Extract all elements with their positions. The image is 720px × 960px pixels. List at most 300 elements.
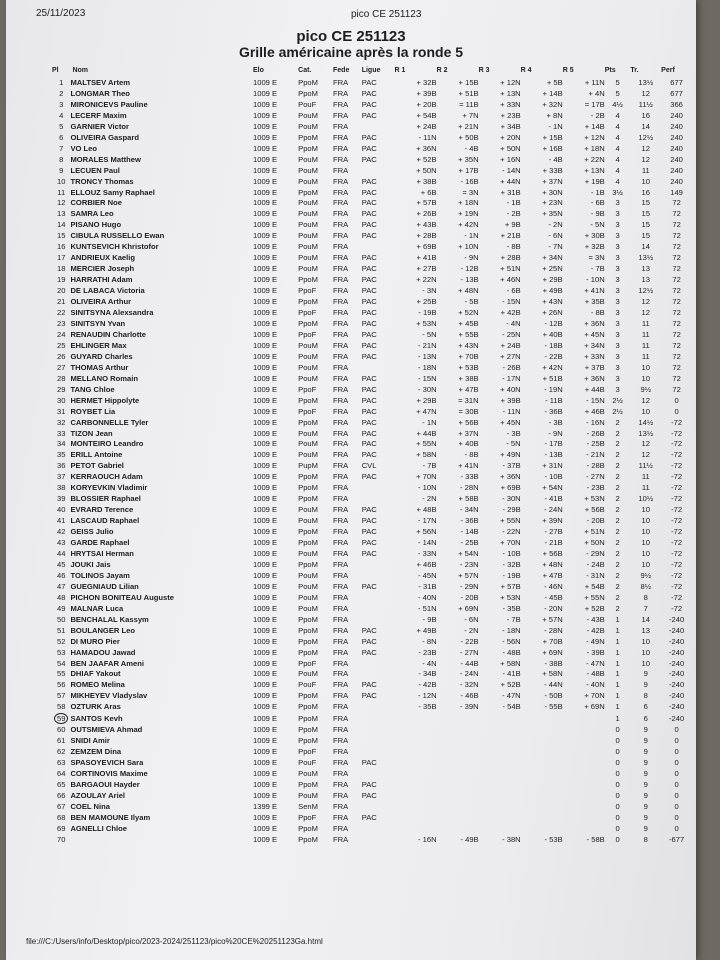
cell-pl: 68 [57, 812, 66, 822]
cell-name: GARDE Raphael [70, 538, 130, 548]
cell-name: BEN JAAFAR Ameni [70, 658, 145, 668]
cell-ligue: PAC [361, 154, 377, 164]
cell-cat: PpoM [298, 132, 318, 142]
cell-name: VO Leo [70, 143, 98, 153]
cell-r4 [521, 725, 563, 736]
table-row [52, 571, 692, 582]
cell-pts: 2 [615, 570, 620, 580]
table-row [52, 648, 692, 659]
cell-name: KORYEVKIN Vladimir [70, 483, 148, 493]
cell-pl: 7 [59, 143, 64, 153]
cell-name: DE LABACA Victoria [70, 286, 145, 296]
cell-r2: + 51B [458, 88, 479, 98]
cell-fede: FRA [333, 165, 349, 175]
cell-fede: FRA [333, 88, 349, 98]
cell-r4: + 35N [542, 209, 563, 219]
cell-tr: 10 [641, 538, 650, 548]
print-header-title: pico CE 251123 [351, 9, 422, 20]
cell-pts: 2 [615, 483, 620, 493]
cell-fede: FRA [333, 548, 349, 558]
cell-tr: 16 [641, 110, 650, 120]
cell-pl: 4 [59, 110, 64, 120]
cell-r5: + 13N [584, 165, 605, 175]
col-header-elo: Elo [253, 66, 264, 74]
cell-r3: - 48B [502, 647, 521, 657]
cell-pl: 52 [57, 636, 66, 646]
table-row [52, 560, 692, 571]
cell-r5: - 2B [590, 110, 605, 120]
cell-fede: FRA [333, 78, 349, 87]
cell-r4: - 46N [544, 581, 563, 591]
cell-pts: 3 [615, 329, 620, 339]
cell-r5: + 33N [584, 351, 605, 361]
cell-name: SINITSYNA Alexsandra [70, 308, 154, 318]
cell-name: DI MURO Pier [70, 636, 120, 646]
cell-r3: + 46N [500, 275, 521, 285]
cell-r3: + 27N [500, 351, 521, 361]
cell-tr: 13 [641, 275, 650, 285]
cell-cat: PpoM [298, 538, 318, 548]
cell-ligue: PAC [361, 198, 377, 208]
cell-pl: 15 [57, 231, 66, 241]
cell-fede: FRA [333, 505, 349, 515]
cell-perf: -72 [671, 494, 683, 504]
cell-pl: 47 [57, 581, 66, 591]
cell-r3: - 4N [506, 318, 521, 328]
cell-fede: FRA [333, 132, 349, 142]
table-row [52, 725, 692, 736]
cell-elo: 1009 E [253, 406, 278, 416]
cell-r3: + 53N [500, 592, 521, 602]
cell-r2: + 53B [458, 362, 479, 372]
cell-r3: + 45N [500, 417, 521, 427]
cell-r5: - 43B [586, 614, 605, 624]
cell-cat: PpoM [298, 143, 318, 153]
cell-tr: 15 [641, 209, 650, 219]
cell-r3: + 12N [500, 78, 521, 87]
table-row [52, 111, 692, 122]
cell-ligue [362, 702, 395, 713]
cell-cat: PouM [298, 570, 318, 580]
cell-cat: PpoM [298, 823, 318, 833]
table-row [52, 516, 692, 527]
table-row [52, 582, 692, 593]
cell-r1: + 69B [416, 242, 437, 252]
cell-fede: FRA [333, 758, 349, 768]
cell-name: PICHON BONITEAU Auguste [70, 592, 174, 602]
cell-tr: 9 [643, 812, 648, 822]
cell-cat: PpoM [298, 318, 318, 328]
cell-perf: 0 [674, 736, 679, 746]
cell-r3: - 26B [502, 362, 521, 372]
cell-name: KUNTSEVICH Khristofor [70, 242, 159, 252]
cell-r2: + 70B [458, 351, 479, 361]
cell-perf: -240 [668, 636, 685, 646]
cell-fede: FRA [333, 231, 349, 241]
cell-r2 [437, 802, 479, 813]
cell-elo: 1009 E [253, 527, 278, 537]
table-row [52, 297, 692, 308]
cell-name: MONTEIRO Leandro [70, 439, 144, 449]
cell-perf: -240 [668, 647, 685, 657]
cell-elo: 1009 E [253, 790, 278, 800]
cell-name: MERCIER Joseph [70, 264, 135, 274]
cell-fede: FRA [333, 176, 349, 186]
cell-r4: + 34N [542, 253, 563, 263]
cell-perf: -240 [668, 625, 685, 635]
table-row [52, 549, 692, 560]
cell-r1: + 27B [416, 264, 437, 274]
cell-r3: - 17N [502, 373, 521, 383]
cell-tr: 9 [643, 758, 648, 768]
cell-name: LECUEN Paul [70, 165, 120, 175]
table-row [52, 155, 692, 166]
cell-r4: + 8N [546, 110, 563, 120]
cell-r3: - 14N [502, 165, 521, 175]
table-row [52, 769, 692, 780]
cell-r5 [563, 725, 605, 736]
table-row [52, 691, 692, 702]
table-row [52, 198, 692, 209]
cell-pl: 3 [59, 99, 64, 109]
cell-cat: PouM [298, 242, 318, 252]
cell-r4: + 69N [542, 647, 563, 657]
cell-r1: - 45N [417, 570, 437, 580]
cell-tr: 9 [643, 725, 648, 735]
cell-pts: 1 [615, 647, 620, 657]
cell-r4: + 49B [542, 286, 563, 296]
cell-fede: FRA [333, 329, 349, 339]
cell-pts: 3 [615, 220, 620, 230]
cell-r4: + 26N [542, 308, 563, 318]
cell-r1: + 49B [416, 625, 437, 635]
cell-r4 [521, 758, 563, 769]
col-header-fede: Fede [333, 66, 350, 74]
cell-fede: FRA [333, 143, 349, 153]
cell-tr: 12 [641, 297, 650, 307]
cell-tr: 12 [641, 88, 650, 98]
cell-name: TRONCY Thomas [70, 176, 134, 186]
table-row [52, 505, 692, 516]
cell-name: TIZON Jean [70, 428, 113, 438]
table-row [52, 264, 692, 275]
cell-perf: 0 [674, 769, 679, 779]
cell-r2: + 38B [458, 373, 479, 383]
cell-r3 [479, 713, 521, 725]
cell-fede: FRA [333, 450, 349, 460]
cell-perf: -72 [671, 461, 683, 471]
cell-elo: 1009 E [253, 121, 278, 131]
cell-elo: 1009 E [253, 143, 278, 153]
col-header-perf: Perf [661, 66, 675, 74]
cell-tr: 9 [643, 680, 648, 690]
cell-r1: - 1N [422, 417, 437, 427]
cell-elo: 1009 E [253, 505, 278, 515]
cell-r5: + 19B [584, 176, 605, 186]
cell-r3: - 29B [502, 505, 521, 515]
cell-r1: - 12N [417, 691, 437, 701]
cell-cat: PpoM [298, 559, 318, 569]
cell-ligue [362, 483, 395, 494]
cell-pts: 3 [615, 275, 620, 285]
cell-perf: -72 [671, 483, 683, 493]
cell-pl: 64 [57, 769, 66, 779]
cell-r5: - 1B [590, 187, 605, 197]
cell-pts: 1 [615, 614, 620, 624]
cell-tr: 9 [643, 823, 648, 833]
cell-fede: FRA [333, 592, 349, 602]
cell-ligue: PAC [361, 373, 377, 383]
cell-ligue: PAC [361, 209, 377, 219]
cell-name: HARRATHI Adam [70, 275, 133, 285]
cell-r2: + 10N [458, 242, 479, 252]
cell-pl: 31 [57, 406, 66, 416]
cell-pl: 55 [57, 669, 66, 679]
cell-elo: 1009 E [253, 581, 278, 591]
cell-r2: + 52N [458, 308, 479, 318]
cell-r2: + 55B [458, 329, 479, 339]
table-row [52, 166, 692, 177]
cell-r4 [521, 802, 563, 813]
cell-pts: 2 [615, 527, 620, 537]
cell-r3: - 22N [502, 527, 521, 537]
cell-pts: 0 [615, 834, 620, 844]
cell-r4: + 37N [542, 176, 563, 186]
cell-r4: + 56B [542, 548, 563, 558]
cell-ligue [362, 725, 395, 736]
cell-tr: 13½ [638, 78, 654, 87]
cell-ligue: PAC [361, 297, 377, 307]
cell-r1: - 16N [417, 834, 437, 844]
cell-r4: + 47B [542, 570, 563, 580]
table-row [52, 824, 692, 835]
cell-r1: + 43B [416, 220, 437, 230]
cell-r1: - 5N [422, 329, 437, 339]
cell-fede: FRA [333, 614, 349, 624]
cell-elo: 1009 E [253, 340, 278, 350]
cell-pl: 61 [57, 736, 66, 746]
cell-pts: 3½ [612, 187, 623, 197]
cell-elo: 1009 E [253, 823, 278, 833]
cell-cat: PouM [298, 769, 318, 779]
cell-tr: 11 [641, 329, 650, 339]
cell-r4: - 27B [544, 527, 563, 537]
cell-fede: FRA [333, 790, 349, 800]
cell-perf: 72 [672, 209, 681, 219]
cell-tr: 10 [641, 516, 650, 526]
cell-r2: = 11B [459, 99, 479, 109]
cell-name: ANDRIEUX Kaelig [70, 253, 136, 263]
cell-cat: PpoM [298, 88, 318, 98]
cell-perf: 240 [670, 132, 683, 142]
cell-perf: 240 [670, 121, 683, 131]
table-row [52, 352, 692, 363]
cell-r2: - 12B [460, 264, 479, 274]
cell-r2: + 40B [458, 439, 479, 449]
cell-pts: 3 [615, 318, 620, 328]
cell-r5 [563, 747, 605, 758]
cell-r5: - 47N [586, 658, 605, 668]
cell-r5: + 37B [584, 362, 605, 372]
cell-r5 [563, 769, 605, 780]
cell-r1: + 53N [416, 318, 437, 328]
cell-elo: 1009 E [253, 691, 278, 701]
cell-r1 [395, 824, 437, 835]
cell-cat: PpoM [298, 417, 318, 427]
cell-elo: 1009 E [253, 308, 278, 318]
cell-r1: - 14N [417, 538, 437, 548]
cell-pts: 2 [615, 581, 620, 591]
cell-ligue [362, 835, 395, 846]
cell-pts: 5 [615, 78, 620, 87]
cell-cat: PpoM [298, 702, 318, 712]
cell-name: OLIVEIRA Arthur [70, 297, 132, 307]
cell-ligue: PAC [361, 187, 377, 197]
cell-name: BEN MAMOUNE Ilyam [70, 812, 151, 822]
cell-fede: FRA [333, 428, 349, 438]
cell-pl: 38 [57, 483, 66, 493]
cell-r4: + 29B [542, 275, 563, 285]
cell-r4: + 57N [542, 614, 563, 624]
cell-ligue: PAC [361, 691, 377, 701]
cell-r4: - 11B [545, 395, 563, 405]
cell-r1: + 36N [416, 143, 437, 153]
table-row [52, 209, 692, 220]
cell-r5: + 53N [584, 494, 605, 504]
cell-elo: 1009 E [253, 614, 278, 624]
cell-tr: 14 [641, 614, 650, 624]
cell-cat: PouM [298, 165, 318, 175]
cell-pts: 4 [615, 110, 620, 120]
cell-r5: - 9B [590, 209, 605, 219]
cell-r5: + 69N [584, 702, 605, 712]
cell-name: LECERF Maxim [70, 110, 127, 120]
cell-ligue: PAC [361, 647, 377, 657]
cell-r5: + 51N [584, 527, 605, 537]
cell-ligue: PAC [361, 308, 377, 318]
cell-pl: 2 [59, 88, 64, 98]
cell-r1: + 26B [416, 209, 437, 219]
cell-perf: -72 [671, 538, 683, 548]
cell-r4 [521, 747, 563, 758]
cell-elo: 1009 E [253, 494, 278, 504]
cell-fede: FRA [333, 472, 349, 482]
cell-r3: + 51N [500, 264, 521, 274]
cell-fede: FRA [333, 736, 349, 746]
cell-tr: 6 [643, 713, 648, 723]
cell-r1: - 13N [417, 351, 437, 361]
cell-r2: + 48N [458, 286, 479, 296]
cell-r4: - 45B [544, 592, 563, 602]
cell-r4 [521, 813, 563, 824]
cell-pts: 4 [615, 154, 620, 164]
cell-name: BLOSSIER Raphael [70, 494, 141, 504]
cell-r1: + 22N [416, 275, 437, 285]
cell-r5: + 18N [584, 143, 605, 153]
cell-pts: 0 [615, 812, 620, 822]
cell-ligue: PAC [361, 264, 377, 274]
cell-r1: - 8N [422, 636, 437, 646]
cell-cat: PpoF [298, 747, 317, 757]
cell-elo: 1009 E [253, 747, 278, 757]
cell-pl: 25 [57, 340, 66, 350]
cell-r1: + 44B [416, 428, 437, 438]
cell-name: OLIVEIRA Gaspard [70, 132, 139, 142]
cell-r3: + 69B [500, 483, 521, 493]
cell-pts: 1 [615, 658, 620, 668]
cell-name: CORBIER Noe [70, 198, 122, 208]
cell-ligue: PAC [361, 450, 377, 460]
cell-pts: 3 [615, 198, 620, 208]
cell-tr: 11 [641, 318, 650, 328]
cell-elo: 1009 E [253, 297, 278, 307]
cell-ligue [362, 747, 395, 758]
cell-ligue: PAC [361, 439, 377, 449]
cell-tr: 13 [641, 625, 650, 635]
page-subtitle: Grille américaine après la ronde 5 [238, 44, 464, 60]
cell-fede: FRA [333, 99, 349, 109]
table-row [52, 319, 692, 330]
col-header-ligue: Ligue [361, 66, 381, 74]
cell-r2: + 56B [458, 417, 479, 427]
cell-r1 [395, 780, 437, 791]
cell-fede: FRA [333, 209, 349, 219]
cell-r3: + 40N [500, 384, 521, 394]
cell-r1: + 56N [416, 527, 437, 537]
cell-pl: 5 [59, 121, 64, 131]
cell-r5: - 10N [586, 275, 605, 285]
cell-r4: + 16B [542, 143, 563, 153]
cell-elo: 1009 E [253, 187, 278, 197]
cell-r3: - 56N [502, 636, 521, 646]
cell-fede: FRA [333, 581, 349, 591]
cell-cat: PouM [298, 121, 318, 131]
cell-tr: 9 [643, 780, 648, 789]
cell-tr: 9½ [640, 570, 652, 580]
table-row [52, 472, 692, 483]
cell-fede: FRA [333, 625, 349, 635]
cell-pl: 48 [57, 592, 66, 602]
cell-r2: + 57N [458, 570, 479, 580]
cell-pl: 41 [57, 516, 66, 526]
cell-fede: FRA [333, 198, 349, 208]
cell-elo: 1009 E [253, 658, 278, 668]
cell-r5: - 27N [586, 472, 605, 482]
cell-pl: 20 [57, 286, 66, 296]
cell-r5: + 46B [584, 406, 605, 416]
cell-fede: FRA [333, 636, 349, 646]
cell-ligue [362, 560, 395, 571]
cell-r3 [479, 725, 521, 736]
cell-pl: 22 [57, 308, 66, 318]
cell-r1 [395, 725, 437, 736]
cell-fede: FRA [333, 691, 349, 701]
cell-pl: 13 [57, 209, 66, 219]
cell-pl: 54 [57, 658, 66, 668]
cell-elo: 1009 E [253, 636, 278, 646]
cell-r3: - 2B [506, 209, 521, 219]
cell-elo: 1009 E [253, 647, 278, 657]
cell-r3: - 30N [502, 494, 521, 504]
cell-r2: + 45B [458, 318, 479, 328]
cell-r2 [437, 747, 479, 758]
cell-pl: 34 [57, 439, 66, 449]
cell-perf: 0 [674, 790, 679, 800]
cell-ligue [362, 166, 395, 177]
cell-r4: + 58N [542, 669, 563, 679]
cell-r5: + 11N [584, 78, 605, 87]
cell-tr: 12 [641, 143, 650, 153]
